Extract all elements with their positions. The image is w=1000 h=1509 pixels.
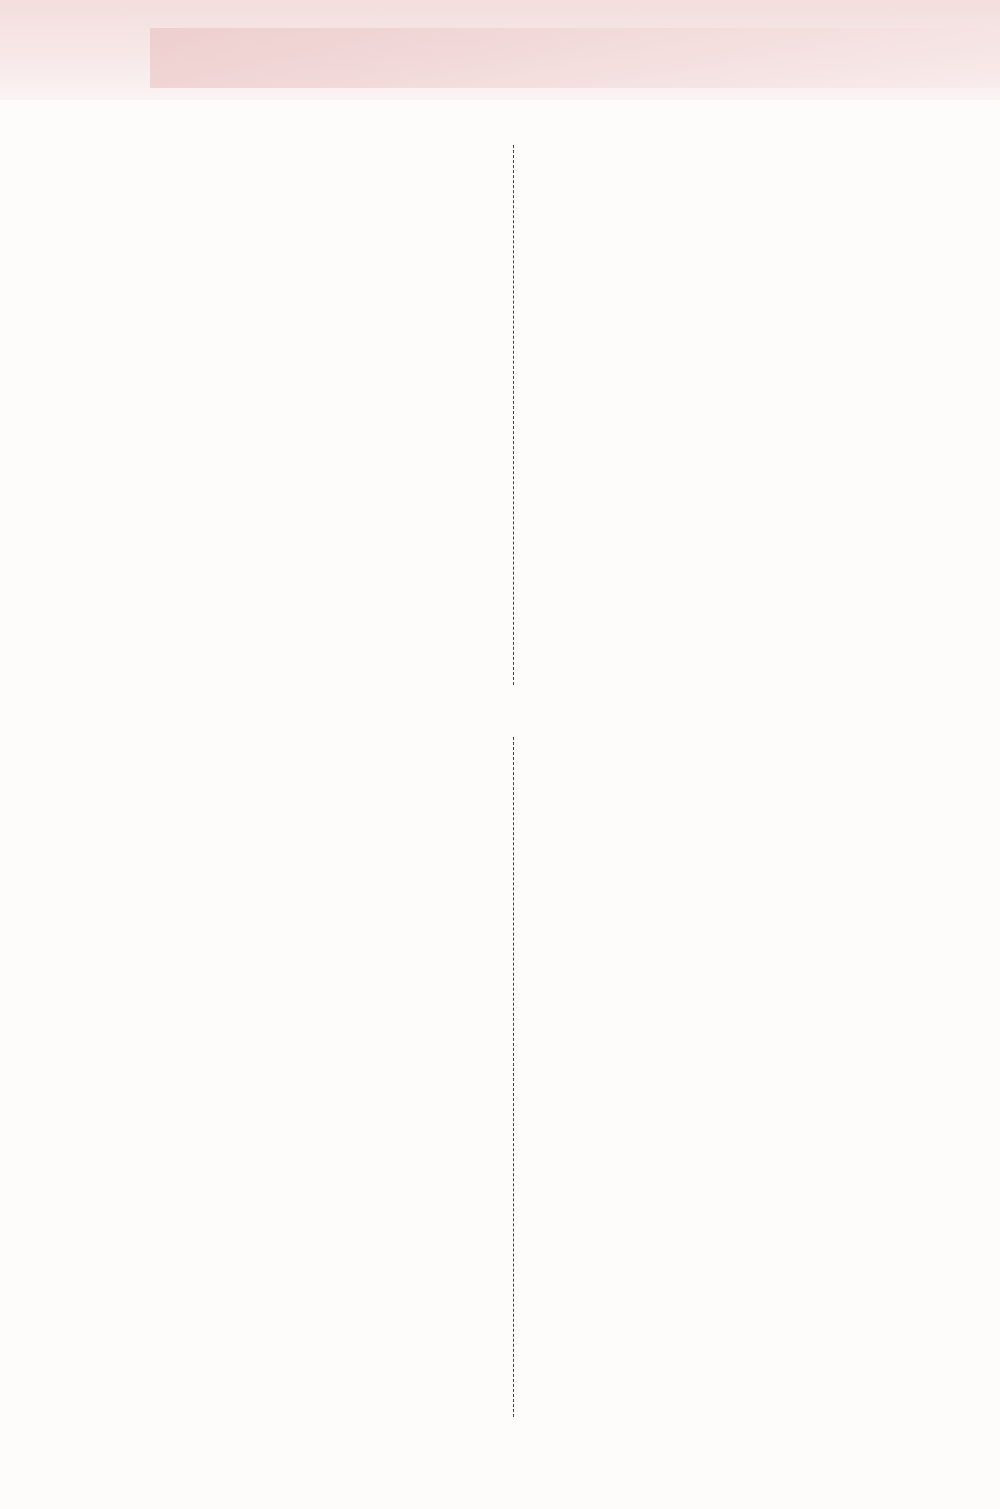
site-watermark	[842, 1440, 992, 1504]
column-divider	[513, 145, 514, 685]
header-band	[150, 28, 1000, 88]
column-divider-bottom	[513, 737, 514, 1417]
page-header	[0, 0, 1000, 100]
